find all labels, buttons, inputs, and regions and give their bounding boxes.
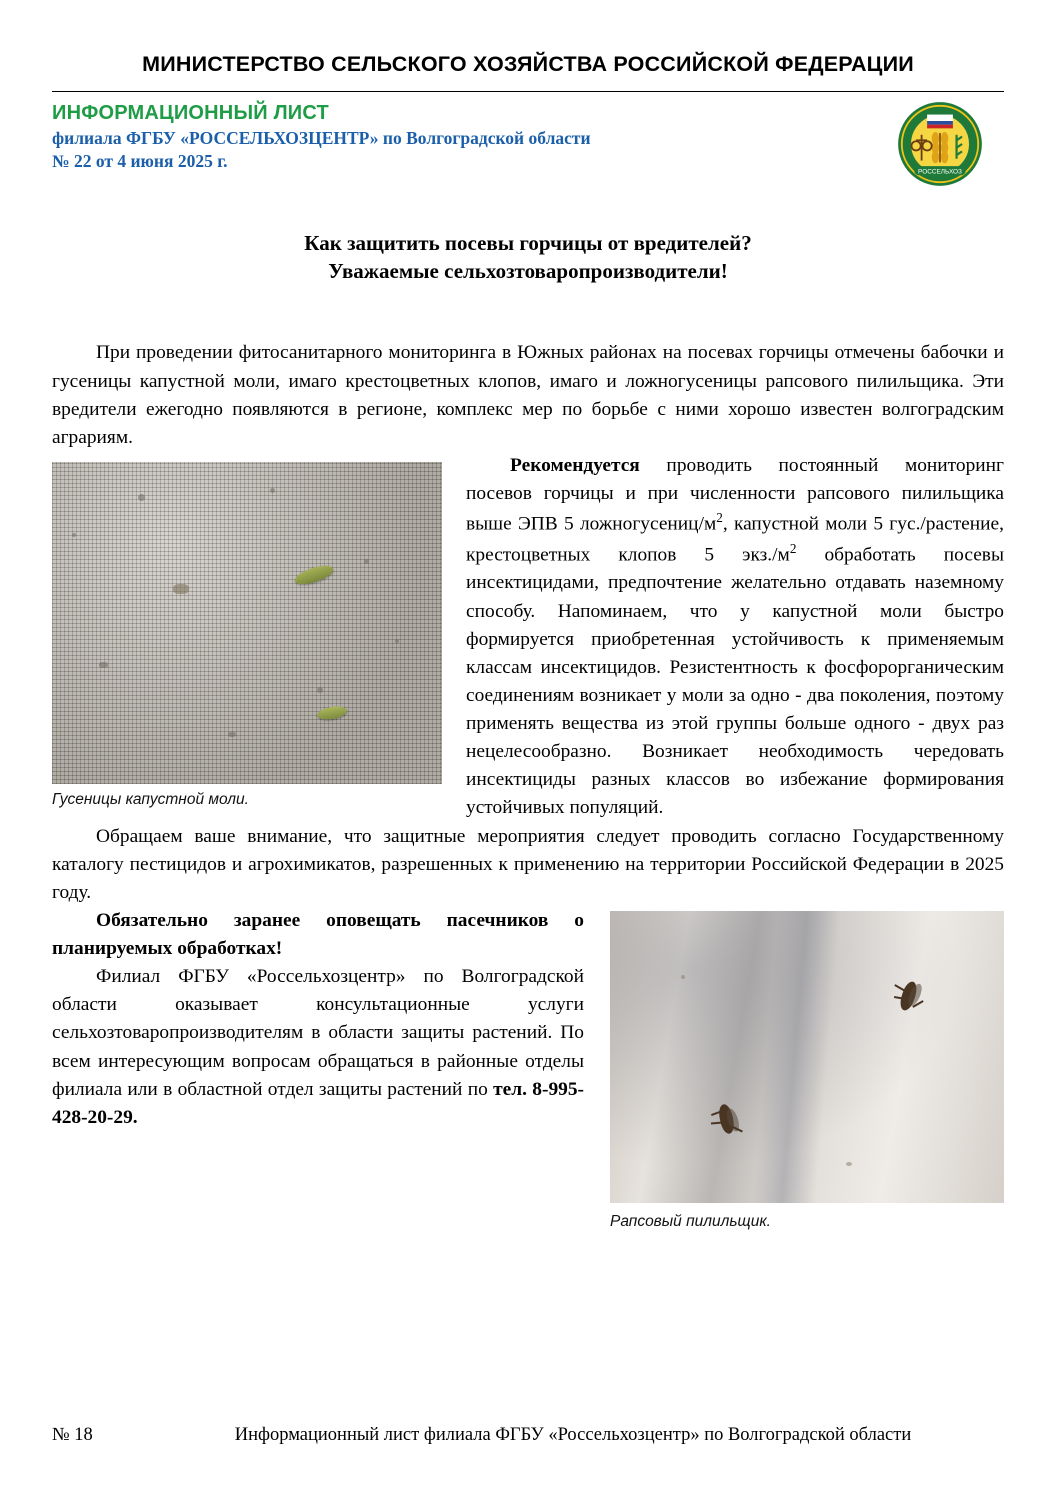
sup-square-2: 2: [789, 540, 797, 556]
footer-title: Информационный лист филиала ФГБУ «Россельхозцентр» по Волгоградской области: [234, 1425, 912, 1445]
svg-text:РОССЕЛЬХОЗ: РОССЕЛЬХОЗ: [918, 168, 962, 176]
headline-line-1: Как защитить посевы горчицы от вредителей?: [304, 231, 752, 255]
figure-caption-left: Гусеницы капустной моли.: [52, 790, 249, 808]
footer-page-number: № 18: [52, 1425, 93, 1445]
photo-rape-sawfly: [610, 911, 1004, 1203]
info-list-title: ИНФОРМАЦИОННЫЙ ЛИСТ: [52, 102, 329, 124]
branch-line: филиала ФГБУ «РОССЕЛЬХОЗЦЕНТР» по Волгоградской области: [52, 128, 591, 148]
issue-line: № 22 от 4 июня 2025 г.: [52, 151, 228, 171]
recommend-bold: Рекомендуется: [510, 454, 640, 476]
masthead: [52, 102, 1004, 188]
headline-line-2: Уважаемые сельхозтоваропроизводители!: [328, 258, 728, 283]
page-footer: [52, 1425, 1004, 1446]
ministry-title: МИНИСТЕРСТВО СЕЛЬСКОГО ХОЗЯЙСТВА РОССИЙСКОЙ ФЕДЕРАЦИИ: [142, 52, 914, 76]
recommend-text-b: , капустной моли 5 гус./растение, крестоцветных клопов 5 экз./м: [466, 513, 1004, 566]
figure-cabbage-moth: [52, 462, 442, 811]
contacts-phone: тел. 8-995-428-20-29.: [52, 1078, 584, 1128]
header-divider: [52, 91, 1004, 92]
sup-square-1: 2: [716, 510, 723, 526]
paragraph-catalog: Обращаем ваше внимание, что защитные мероприятия следует проводить согласно Государственному каталогу пестицидов и агрохимикатов, разрешенных к применению на территории Российской Федерации в 2025 году.: [52, 825, 1004, 903]
photo-cabbage-moth-caterpillars: [52, 462, 442, 784]
rosselhoztsentr-emblem-icon: [894, 98, 986, 190]
recommend-text-a: проводить постоянный мониторинг посевов горчицы и при численности рапсового пилильщика выше ЭПВ 5 ложногусениц/м: [466, 454, 1004, 535]
figure-rape-sawfly: [610, 911, 1004, 1233]
beekeepers-bold-text: Обязательно заранее оповещать пасечников о планируемых обработках!: [52, 909, 584, 959]
contacts-text: Филиал ФГБУ «Россельхозцентр» по Волгоградской области оказывает консультационные услуги сельхозтоваропроизводителям в области защиты растений. По всем интересующим вопросам обращаться в районные отделы филиала или в областной отдел защиты растений по: [52, 966, 584, 1100]
paragraph-intro: При проведении фитосанитарного мониторинга в Южных районах на посевах горчицы отмечены бабочки и гусеницы капустной моли, имаго крестоцветных клопов, имаго и ложногусеницы рапсового пилильщика. Эти вредители ежегодно появляются в регионе, комплекс мер по борьбе с ними хорошо известен волгоградским аграриям.: [52, 342, 1004, 448]
article-body: [52, 339, 1004, 1237]
figure-caption-right: Рапсовый пилильщик.: [610, 1212, 771, 1230]
page-headline: [52, 230, 1004, 285]
recommend-text-c: обработать посевы инсектицидами, предпочтение желательно отдавать наземному способу. Напоминаем, что у капустной моли быстро формируется приобретенная устойчивость к применяемым классам инсектицидов. Резистентность к фосфорорганическим соединениям возникает у моли за одно - два поколения, поэтому применять вещества из этой группы больше одного - двух раз нецелесообразно. Возникает необходимость чередовать инсектициды разных классов во избежание формирования устойчивых популяций.: [466, 544, 1004, 819]
